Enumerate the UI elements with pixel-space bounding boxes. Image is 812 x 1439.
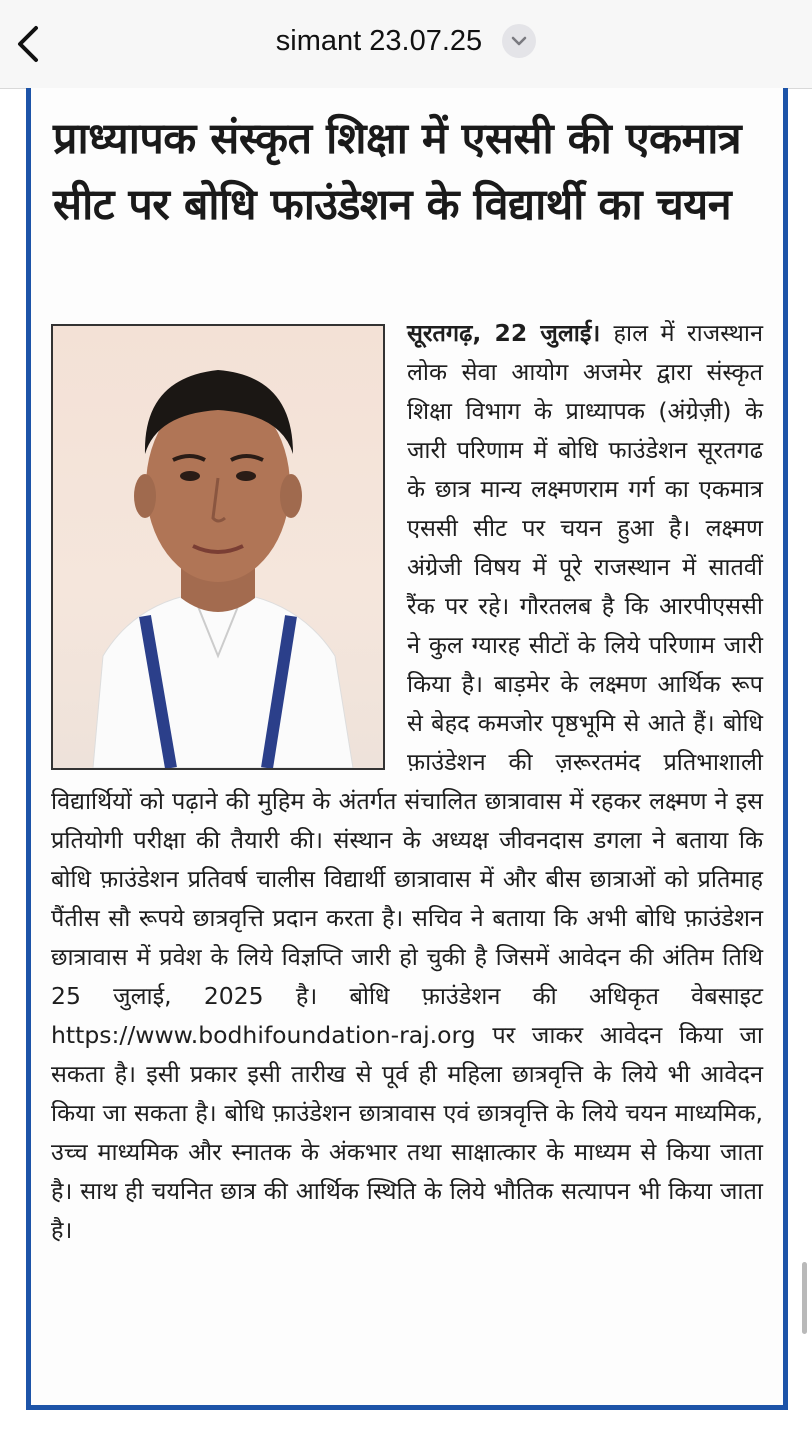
page-title: simant 23.07.25 [275, 24, 483, 57]
article-headline: प्राध्यापक संस्कृत शिक्षा में एससी की एकमात्र सीट पर बोधि फाउंडेशन के विद्यार्थी का चयन [53, 114, 742, 230]
title-group[interactable] [0, 24, 812, 58]
article-text: हाल में राजस्थान लोक सेवा आयोग अजमेर द्वारा संस्कृत शिक्षा विभाग के प्राध्यापक (अंग्रेज़ी) के जारी परिणाम में बोधि फाउंडेशन सूरतगढ के छात्र मान्य लक्ष्मणराम गर्ग का एकमात्र एससी सीट पर चयन हुआ है। लक्ष्मण अंग्रेजी विषय में पूरे राजस्थान में सातवीं रैंक पर रहे। गौरतलब है कि आरपीएससी ने कुल ग्यारह सीटों के लिये परिणाम जारी किया है। बाड़मेर के लक्ष्मण आर्थिक रूप से बेहद कमजोर पृष्ठभूमि से आते हैं। बोधि फ़ाउंडेशन की ज़रूरतमंद प्रतिभाशाली विद्यार्थियों को पढ़ाने की मुहिम के अंतर्गत संचालित छात्रावास में रहकर लक्ष्मण ने इस प्रतियोगी परीक्षा की तैयारी की। संस्थान के अध्यक्ष जीवनदास डगला ने बताया कि बोधि फ़ाउंडेशन प्रतिवर्ष चालीस विद्यार्थी छात्रावास में और बीस छात्राओं को प्रतिमाह पैंतीस सौ रूपये छात्रवृत्ति प्रदान करता है। सचिव ने बताया कि अभी बोधि फ़ाउंडेशन छात्रावास में प्रवेश के लिये विज्ञप्ति जारी हो चुकी है जिसमें आवेदन की अंतिम तिथि 25 जुलाई, 2025 है। बोधि फ़ाउंडेशन की अधिकृत वेबसाइट https://www.bodhifoundation-raj.org पर जाकर आवेदन किया जा सकता है। इसी प्रकार इसी तारीख से पूर्व ही महिला छात्रवृत्ति के लिये भी आवेदन किया जा सकता है। बोधि फ़ाउंडेशन छात्रावास एवं छात्रवृत्ति के लिये चयन माध्यमिक, उच्च माध्यमिक और स्नातक के अंकभार तथा साक्षात्कार के माध्यम से किया जाता है। साथ ही चयनित छात्र की आर्थिक स्थिति के लिये भौतिक सत्यापन भी किया जाता है। [51, 319, 763, 1244]
top-bar [0, 0, 812, 89]
chevron-down-icon [511, 34, 527, 48]
expand-button[interactable] [502, 24, 536, 58]
article-body [51, 314, 763, 1250]
scrollbar[interactable] [802, 1262, 807, 1334]
newspaper-clipping [26, 88, 788, 1410]
article-dateline: सूरतगढ़, 22 जुलाई। [407, 319, 614, 347]
person-photo [51, 324, 385, 770]
